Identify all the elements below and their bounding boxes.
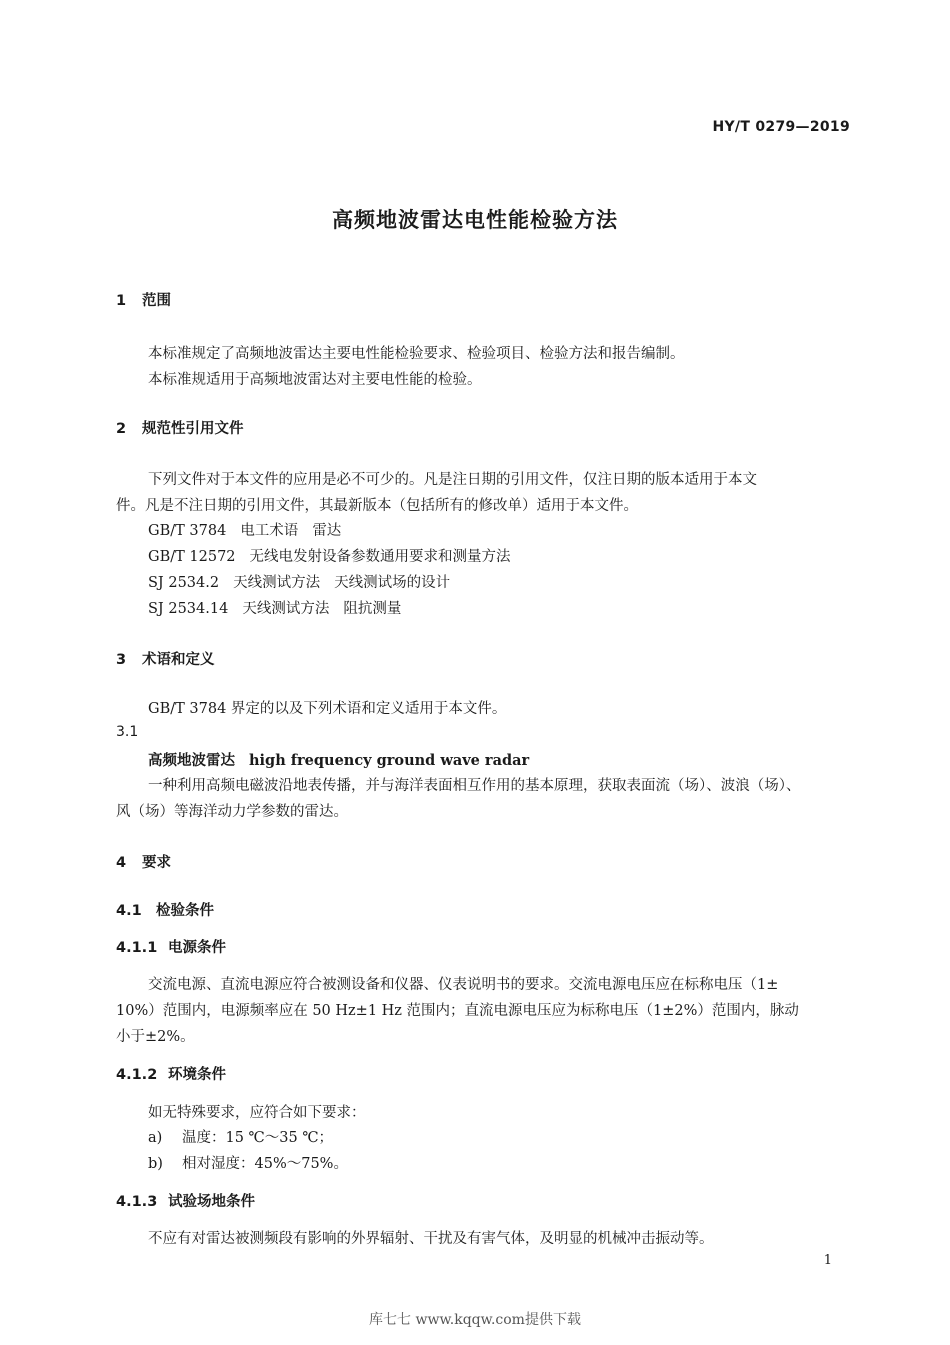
- section-1-heading: [116, 289, 171, 310]
- reference-subtitle: 天线测试场的设计: [334, 575, 451, 591]
- section-title: 要求: [142, 855, 171, 871]
- paragraph: 交流电源、直流电源应符合被测设备和仪器、仪表说明书的要求。交流电源电压应在标称电压（1±: [148, 977, 779, 993]
- list-marker: b): [148, 1156, 163, 1172]
- paragraph: 件。凡是不注日期的引用文件，其最新版本（包括所有的修改单）适用于本文件。: [116, 498, 638, 514]
- list-text: 温度：15 ℃～35 ℃；: [182, 1130, 334, 1146]
- section-number: 4.1: [116, 903, 142, 919]
- term-chinese: 高频地波雷达: [148, 753, 235, 769]
- paragraph: 本标准规定了高频地波雷达主要电性能检验要求、检验项目、检验方法和报告编制。: [148, 346, 685, 362]
- reference-code: SJ 2534.2: [148, 575, 220, 591]
- reference-item: [148, 571, 450, 592]
- reference-title: 天线测试方法: [233, 575, 321, 591]
- download-watermark: 库七七 www.kqqw.com提供下载: [369, 1312, 581, 1328]
- paragraph: 不应有对雷达被测频段有影响的外界辐射、干扰及有害气体，及明显的机械冲击振动等。: [148, 1231, 714, 1247]
- reference-subtitle: 阻抗测量: [343, 601, 402, 617]
- reference-item: [148, 519, 341, 540]
- reference-subtitle: 雷达: [312, 523, 342, 539]
- section-title: 术语和定义: [142, 652, 215, 668]
- reference-code: GB/T 12572: [148, 549, 236, 565]
- section-number: 4.1.1: [116, 940, 158, 956]
- paragraph: 10%）范围内，电源频率应在 50 Hz±1 Hz 范围内；直流电源电压应为标称电压（1±2%）范围内，脉动: [116, 1003, 799, 1019]
- standard-code: HY/T 0279—2019: [712, 119, 850, 135]
- term-number: 3.1: [116, 724, 139, 740]
- section-3-heading: [116, 648, 215, 669]
- section-number: 4: [116, 855, 127, 871]
- reference-title: 无线电发射设备参数通用要求和测量方法: [249, 549, 511, 565]
- section-number: 4.1.2: [116, 1067, 158, 1083]
- reference-item: [148, 597, 401, 618]
- section-title: 检验条件: [156, 903, 214, 919]
- section-number: 3: [116, 652, 127, 668]
- reference-code: SJ 2534.14: [148, 601, 229, 617]
- section-4-1-2-heading: [116, 1063, 226, 1084]
- reference-code: GB/T 3784: [148, 523, 227, 539]
- paragraph: GB/T 3784 界定的以及下列术语和定义适用于本文件。: [148, 701, 507, 717]
- list-item: [148, 1126, 333, 1147]
- section-4-heading: [116, 851, 171, 872]
- reference-title: 天线测试方法: [242, 601, 330, 617]
- paragraph: 如无特殊要求，应符合如下要求：: [148, 1105, 366, 1121]
- document-title: 高频地波雷达电性能检验方法: [332, 208, 618, 232]
- reference-title: 电工术语: [240, 523, 299, 539]
- section-title: 范围: [142, 293, 171, 309]
- section-title: 环境条件: [168, 1067, 226, 1083]
- term-entry: [148, 749, 529, 770]
- section-title: 电源条件: [168, 940, 226, 956]
- list-text: 相对湿度：45%～75%。: [182, 1156, 348, 1172]
- section-number: 4.1.3: [116, 1194, 158, 1210]
- list-marker: a): [148, 1130, 163, 1146]
- reference-item: [148, 545, 525, 566]
- term-english: high frequency ground wave radar: [249, 752, 530, 769]
- section-number: 1: [116, 293, 127, 309]
- paragraph: 小于±2%。: [116, 1029, 195, 1045]
- section-4-1-heading: [116, 899, 214, 920]
- section-number: 2: [116, 421, 127, 437]
- paragraph: 下列文件对于本文件的应用是必不可少的。凡是注日期的引用文件，仅注日期的版本适用于本文: [148, 472, 757, 488]
- paragraph: 本标准规适用于高频地波雷达对主要电性能的检验。: [148, 372, 482, 388]
- definition-text: 一种利用高频电磁波沿地表传播，并与海洋表面相互作用的基本原理，获取表面流（场）、波浪（场）、: [148, 778, 801, 794]
- section-title: 规范性引用文件: [142, 421, 244, 437]
- section-4-1-3-heading: [116, 1190, 255, 1211]
- list-item: [148, 1152, 348, 1173]
- page-number: 1: [823, 1253, 832, 1268]
- section-4-1-1-heading: [116, 936, 226, 957]
- definition-text: 风（场）等海洋动力学参数的雷达。: [116, 804, 348, 820]
- section-title: 试验场地条件: [168, 1194, 255, 1210]
- section-2-heading: [116, 417, 244, 438]
